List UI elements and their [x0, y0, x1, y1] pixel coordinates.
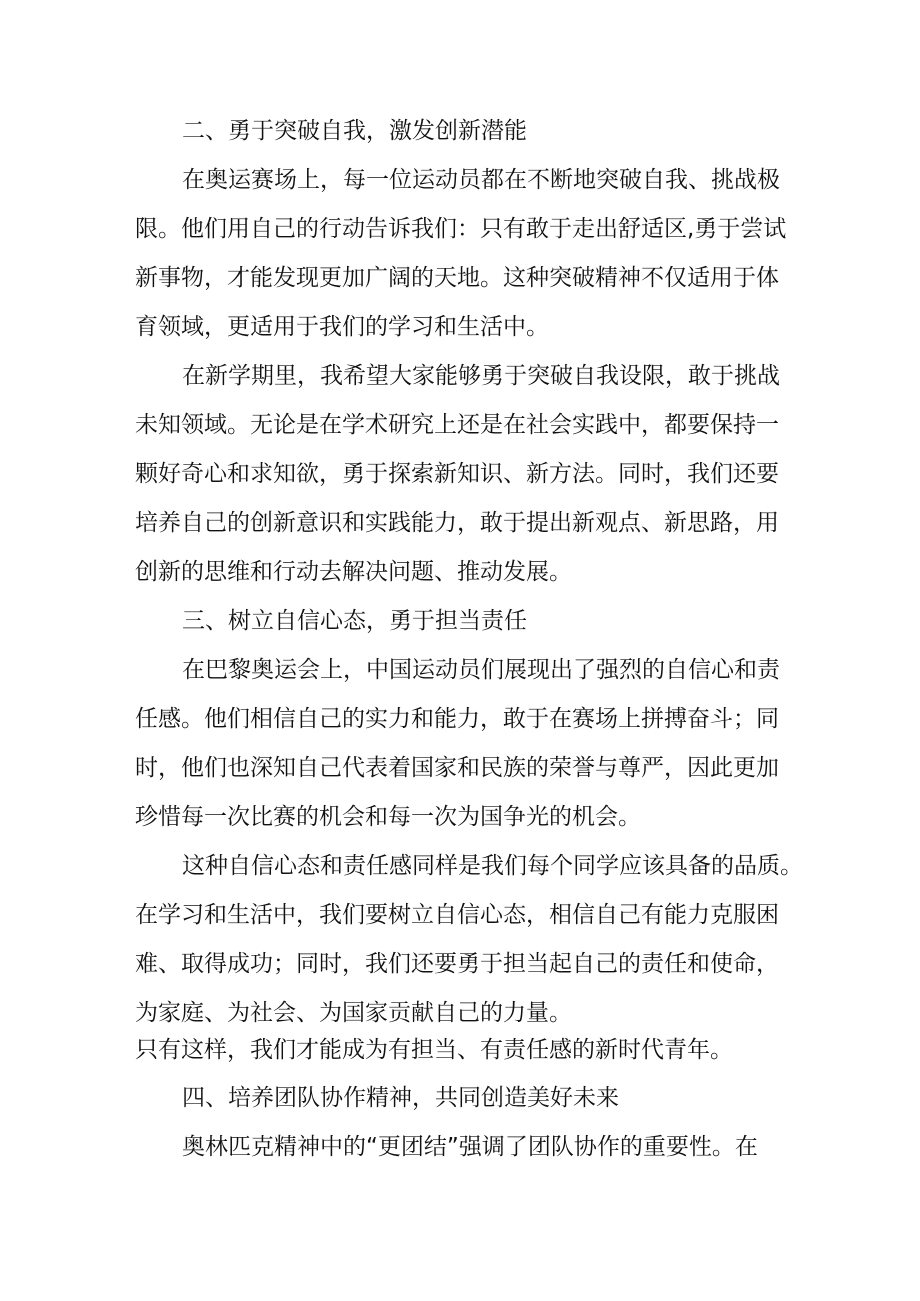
- paragraph-line: 难、取得成功；同时，我们还要勇于担当起自己的责任和使命，: [135, 951, 779, 977]
- paragraph-line: 在奥运赛场上，每一位运动员都在不断地突破自我、挑战极: [182, 167, 780, 193]
- paragraph-line: 颗好奇心和求知欲，勇于探索新知识、新方法。同时，我们还要: [135, 461, 779, 487]
- section-heading-2: 二、勇于突破自我，激发创新潜能: [182, 118, 527, 144]
- paragraph-line: 只有这样，我们才能成为有担当、有责任感的新时代青年。: [135, 1037, 733, 1063]
- paragraph-line: 在新学期里，我希望大家能够勇于突破自我设限，敢于挑战: [182, 363, 780, 389]
- paragraph-line: 任感。他们相信自己的实力和能力，敢于在赛场上拼搏奋斗；同: [135, 706, 779, 732]
- paragraph-line: 时，他们也深知自己代表着国家和民族的荣誉与尊严，因此更加: [135, 755, 779, 781]
- paragraph-line: 限。他们用自己的行动告诉我们：只有敢于走出舒适区,勇于尝试: [135, 216, 787, 242]
- section-heading-4: 四、培养团队协作精神，共同创造美好未来: [182, 1085, 619, 1111]
- paragraph-line: 珍惜每一次比赛的机会和每一次为国争光的机会。: [135, 804, 641, 830]
- paragraph-line: 新事物，才能发现更加广阔的天地。这种突破精神不仅适用于体: [135, 265, 779, 291]
- paragraph-line: 奥林匹克精神中的“更团结”强调了团队协作的重要性。在: [182, 1134, 758, 1160]
- paragraph-line: 育领域，更适用于我们的学习和生活中。: [135, 314, 549, 340]
- paragraph-line: 这种自信心态和责任感同样是我们每个同学应该具备的品质。: [182, 853, 803, 879]
- section-heading-3: 三、树立自信心态，勇于担当责任: [182, 608, 527, 634]
- paragraph-line: 为家庭、为社会、为国家贡献自己的力量。: [135, 1000, 572, 1026]
- paragraph-line: 未知领域。无论是在学术研究上还是在社会实践中，都要保持一: [135, 412, 779, 438]
- paragraph-line: 培养自己的创新意识和实践能力，敢于提出新观点、新思路，用: [135, 510, 779, 536]
- paragraph-line: 创新的思维和行动去解决问题、推动发展。: [135, 559, 572, 585]
- paragraph-line: 在学习和生活中，我们要树立自信心态，相信自己有能力克服困: [135, 902, 779, 928]
- paragraph-line: 在巴黎奥运会上，中国运动员们展现出了强烈的自信心和责: [182, 657, 780, 683]
